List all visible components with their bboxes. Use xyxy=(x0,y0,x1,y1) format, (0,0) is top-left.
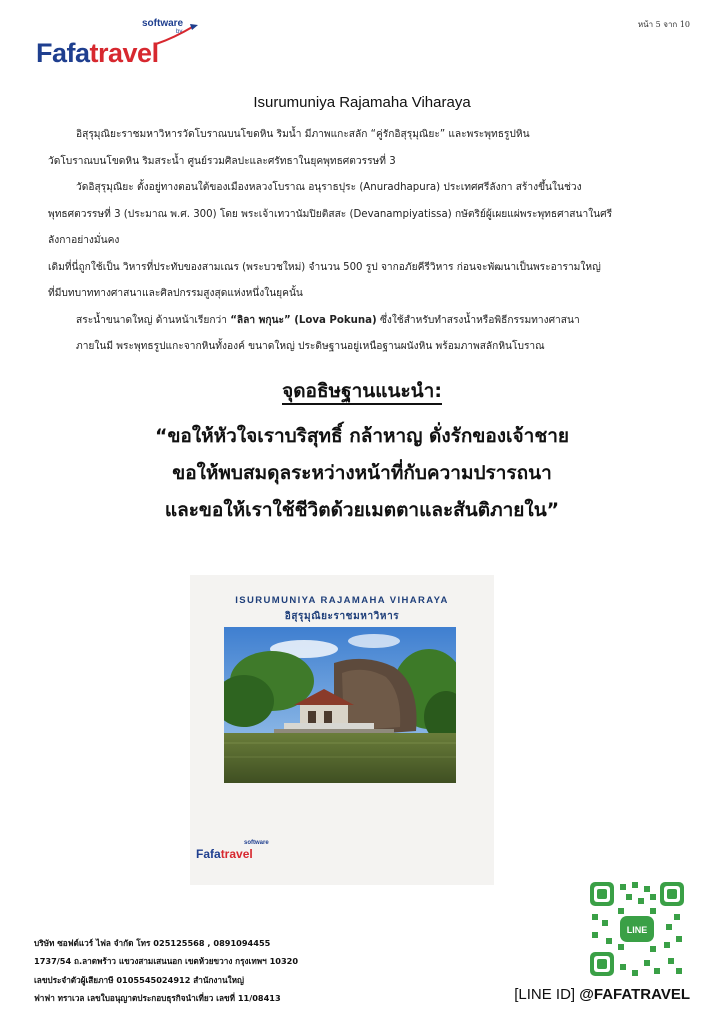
card-logo-part2: travel xyxy=(220,847,253,861)
page-number: หน้า 5 จาก 10 xyxy=(637,20,690,29)
logo-wordmark-part1: Fafa xyxy=(36,38,90,68)
airplane-swoosh-icon xyxy=(154,22,200,46)
card-logo-part1: Fafa xyxy=(196,847,221,861)
body-text xyxy=(48,122,688,361)
prayer-line: และขอให้เราใช้ชีวิตด้วยเมตตาและสันติภายใน” xyxy=(164,499,560,521)
card-title-english: ISURUMUNIYA RAJAMAHA VIHARAYA xyxy=(235,595,449,606)
footer-line: ฟาฟา ทราเวล เลขใบอนุญาตประกอบธุรกิจนำเที่ยว เลขที่ 11/08413 xyxy=(34,992,281,1003)
line-logo-text: LINE xyxy=(626,925,648,935)
line-id-handle: @FAFATRAVEL xyxy=(579,986,690,1003)
paragraph-text: สระน้ำขนาดใหญ่ ด้านหน้าเรียกว่า xyxy=(76,314,231,326)
paragraph-line: อิสุรุมุณิยะราชมหาวิหารวัดโบราณบนโขดหิน ริมน้ำ มีภาพแกะสลัก “คู่รักอิสุรุมุณิยะ” และพระพุทธรูปหิน xyxy=(76,129,530,140)
prayer-heading xyxy=(0,376,724,406)
temple-photo-card xyxy=(190,575,494,885)
paragraph-line: เดิมที่นี่ถูกใช้เป็น วิหารที่ประทับของสามเณร (พระบวชใหม่) จำนวน 500 รูป จากอภัยคีรีวิหาร ก่อนจะพัฒนาเป็นพระอารามใหญ่ xyxy=(48,261,601,273)
paragraph-line: ที่มีบทบาททางศาสนาและศิลปกรรมสูงสุดแห่งหนึ่งในยุคนั้น xyxy=(48,288,303,299)
company-logo xyxy=(36,16,196,72)
paragraph-line: วัดโบราณบนโขดหิน ริมสระน้ำ ศูนย์รวมศิลปะและศรัทธาในยุคพุทธศตวรรษที่ 3 xyxy=(48,155,396,167)
logo-wordmark xyxy=(36,38,159,69)
paragraph-line xyxy=(48,308,688,335)
line-id xyxy=(514,986,690,1003)
paragraph-line: ลังกาอย่างมั่นคง xyxy=(48,235,120,246)
document-title: Isurumuniya Rajamaha Viharaya xyxy=(253,94,471,111)
company-footer xyxy=(34,934,298,1007)
temple-photo xyxy=(224,627,456,783)
line-id-prefix: [LINE ID] xyxy=(514,986,580,1003)
card-logo xyxy=(196,840,269,861)
pond-name: “ลิลา พกุนะ” (Lova Pokuna) xyxy=(230,314,377,326)
prayer-heading-text: จุดอธิษฐานแนะนำ: xyxy=(282,380,442,405)
card-logo-software-text: software xyxy=(244,840,269,846)
paragraph-text: ซึ่งใช้สำหรับทำสรงน้ำหรือพิธีกรรมทางศาสนา xyxy=(376,314,580,326)
logo-wordmark-part2: travel xyxy=(89,38,159,68)
logo-by-text: by xyxy=(176,29,183,35)
logo-software-text: software xyxy=(142,18,184,29)
line-qr-code[interactable] xyxy=(588,880,686,978)
paragraph-line: พุทธศตวรรษที่ 3 (ประมาณ พ.ศ. 300) โดย พระเจ้าเทวานัมปิยติสสะ (Devanampiyatissa) กษัตริย์ผู้เผยแผ่พระพุทธศาสนาในศรี xyxy=(48,208,613,220)
footer-line: 1737/54 ถ.ลาดพร้าว แขวงสามเสนนอก เขตห้วยขวาง กรุงเทพฯ 10320 xyxy=(34,956,299,967)
footer-line: เลขประจำตัวผู้เสียภาษี 0105545024912 สำนักงานใหญ่ xyxy=(34,974,244,985)
prayer-line: ขอให้พบสมดุลระหว่างหน้าที่กับความปรารถนา xyxy=(172,462,552,484)
prayer-line: “ขอให้หัวใจเราบริสุทธิ์ กล้าหาญ ดั่งรักของเจ้าชาย xyxy=(154,425,570,447)
card-title-thai: อิสุรุมุณิยะราชมหาวิหาร xyxy=(284,611,400,622)
footer-line: บริษัท ซอฟต์แวร์ ไฟล จำกัด โทร 025125568 , 0891094455 xyxy=(34,938,271,948)
paragraph-line: ภายในมี พระพุทธรูปแกะจากหินทั้งองค์ ขนาดใหญ่ ประดิษฐานอยู่เหนือฐานผนังหิน พร้อมภาพสลักหินโบราณ xyxy=(76,341,545,352)
prayer-quote xyxy=(0,418,724,529)
paragraph-line: วัดอิสุรุมุณิยะ ตั้งอยู่ทางตอนใต้ของเมืองหลวงโบราณ อนุราธปุระ (Anuradhapura) ประเทศศรีลังกา สร้างขึ้นในช่วง xyxy=(76,182,582,193)
